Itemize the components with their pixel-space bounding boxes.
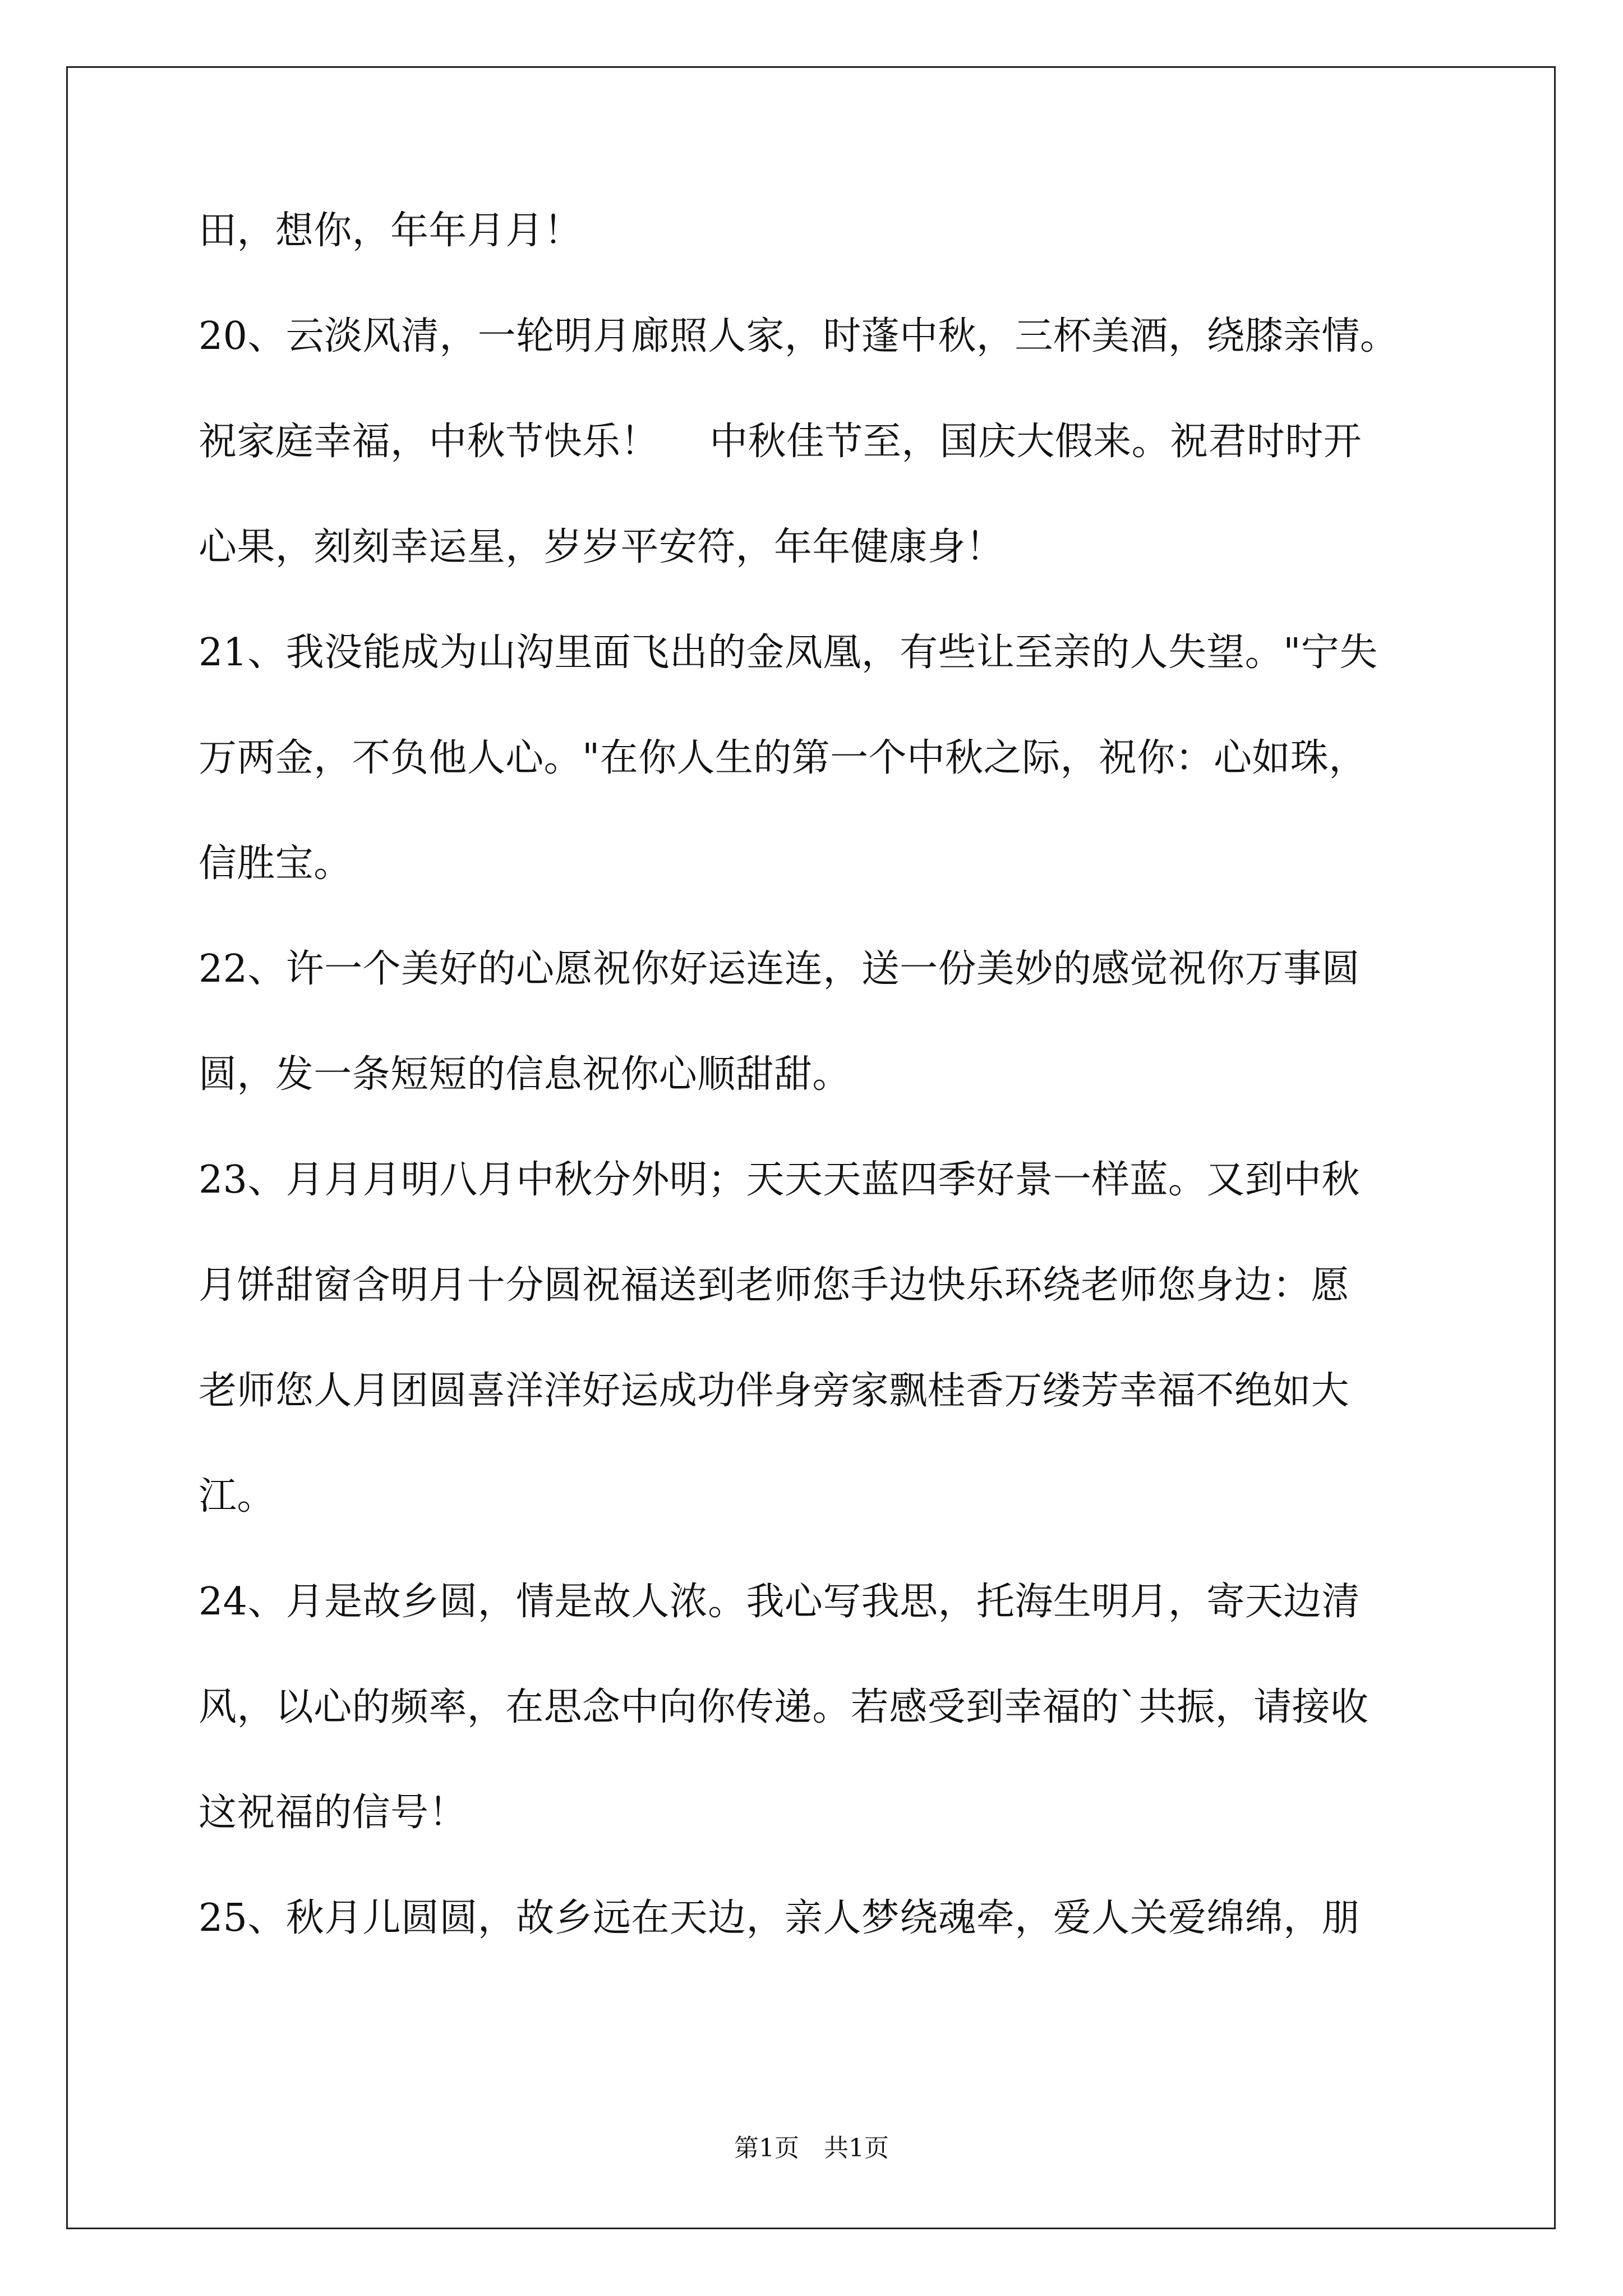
text-line: 23、月月月明八月中秋分外明；天天天蓝四季好景一样蓝。又到中秋 [199,1158,1360,1202]
text-line: 信胜宝。 [199,841,352,886]
text-line: 圆，发一条短短的信息祝你心顺甜甜。 [199,1052,851,1097]
text-line: 这祝福的信号！ [199,1791,467,1835]
text-line: 江。 [199,1474,275,1519]
text-line: 万两金，不负他人心。"在你人生的第一个中秋之际，祝你：心如珠， [199,736,1367,780]
text-line: 25、秋月儿圆圆，故乡远在天边，亲人梦绕魂牵，爱人关爱绵绵，朋 [199,1896,1360,1940]
text-line: 20、云淡风清，一轮明月廊照人家，时蓬中秋，三杯美酒，绕膝亲情。 [199,314,1399,358]
text-line: 21、我没能成为山沟里面飞出的金凤凰，有些让至亲的人失望。"宁失 [199,631,1378,675]
text-line: 24、月是故乡圆，情是故人浓。我心写我思，托海生明月，寄天边清 [199,1580,1360,1624]
text-line: 风，以心的频率，在思念中向你传递。若感受到幸福的`共振，请接收 [199,1685,1369,1729]
text-line: 月饼甜窗含明月十分圆祝福送到老师您手边快乐环绕老师您身边：愿 [199,1263,1350,1308]
text-line: 田，想你，年年月月！ [199,209,583,253]
page-number-footer: 第1页 共1页 [734,2134,889,2162]
text-line: 心果，刻刻幸运星，岁岁平安符，年年健康身！ [199,525,1004,569]
text-line: 祝家庭幸福，中秋节快乐！ 中秋佳节至，国庆大假来。祝君时时开 [199,420,1362,464]
text-line: 老师您人月团圆喜洋洋好运成功伴身旁家飘桂香万缕芳幸福不绝如大 [199,1369,1350,1413]
text-line: 22、许一个美好的心愿祝你好运连连，送一份美妙的感觉祝你万事圆 [199,947,1360,991]
